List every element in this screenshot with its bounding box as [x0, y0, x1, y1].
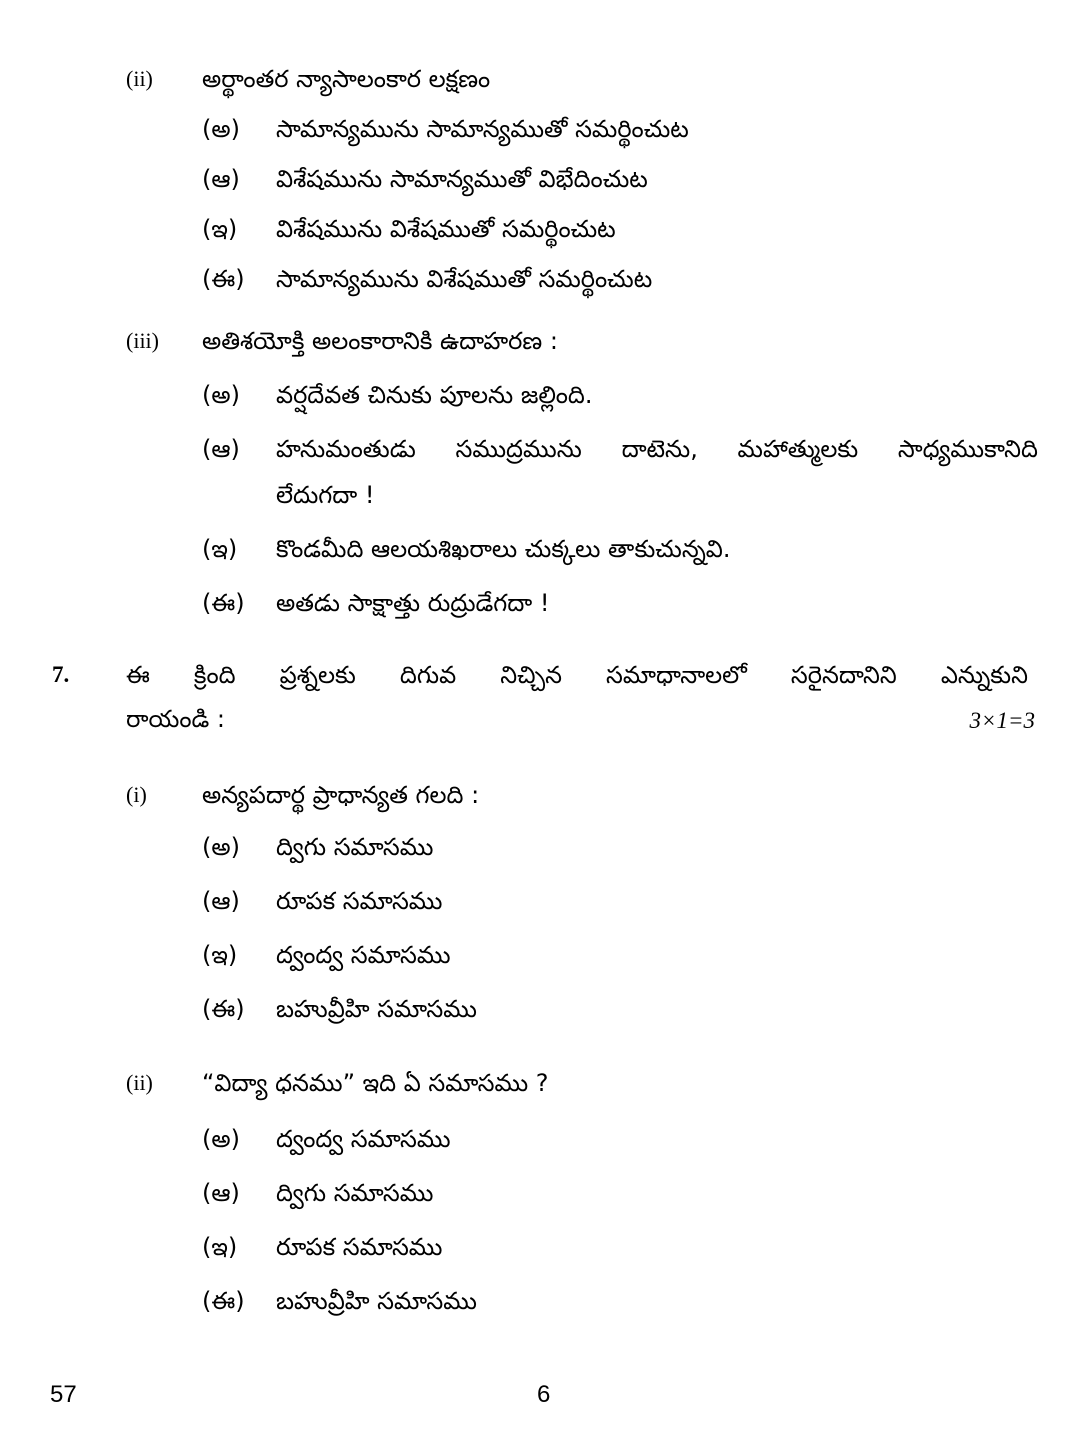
q7-ii-option-a-label: (అ) — [202, 1125, 240, 1153]
q6-sub-ii-number: (ii) — [126, 66, 153, 91]
word: ప్రశ్నలకు — [279, 661, 356, 689]
q7-instruction-line1 — [126, 660, 1028, 690]
q6-iii-option-b-label: (ఆ) — [202, 435, 240, 463]
q7-instruction-line2: రాయండి : — [126, 705, 225, 733]
q6-iii-option-b-line1 — [276, 434, 1038, 464]
q7-i-option-a-label: (అ) — [202, 833, 240, 861]
q6-iii-option-d-label: (ఈ) — [202, 589, 245, 617]
q6-iii-option-d-text: అతడు సాక్షాత్తు రుద్రుడేగదా ! — [276, 589, 550, 617]
word: నిచ్చిన — [500, 661, 562, 689]
q7-i-option-c-label: (ఇ) — [202, 941, 238, 969]
q7-sub-i-text: అన్యపదార్థ ప్రాధాన్యత గలది : — [202, 781, 480, 809]
q6-iii-option-a-label: (అ) — [202, 381, 240, 409]
word: సరైనదానిని — [790, 661, 897, 689]
q6-iii-option-c-text: కొండమీది ఆలయశిఖరాలు చుక్కలు తాకుచున్నవి. — [276, 535, 731, 563]
word: మహాత్ములకు — [737, 435, 859, 463]
q6-ii-option-d-label: (ఈ) — [202, 265, 245, 293]
word: ఈ — [126, 661, 150, 689]
q7-i-option-d-text: బహువ్రీహి సమాసము — [276, 995, 477, 1023]
q6-iii-option-a-text: వర్షదేవత చినుకు పూలను జల్లింది. — [276, 381, 593, 409]
q6-ii-option-d-text: సామాన్యమును విశేషముతో సమర్థించుట — [276, 265, 653, 293]
q7-ii-option-a-text: ద్వంద్వ సమాసము — [276, 1125, 451, 1153]
paper-code: 57 — [50, 1381, 77, 1408]
q7-ii-option-b-label: (ఆ) — [202, 1179, 240, 1207]
q7-marks: 3×1=3 — [969, 708, 1035, 733]
q7-sub-ii-text: “విద్యా ధనము” ఇది ఏ సమాసము ? — [202, 1069, 549, 1097]
q7-i-option-a-text: ద్విగు సమాసము — [276, 833, 434, 861]
word: సమాధానాలలో — [606, 661, 747, 689]
word: దాటెను, — [621, 435, 698, 463]
word: ఎన్నుకుని — [940, 661, 1028, 689]
q7-sub-ii-number: (ii) — [126, 1070, 153, 1095]
q6-ii-option-a-text: సామాన్యమును సామాన్యముతో సమర్థించుట — [276, 115, 689, 143]
word: సముద్రమును — [455, 435, 582, 463]
q7-i-option-b-label: (ఆ) — [202, 887, 240, 915]
q6-iii-option-c-label: (ఇ) — [202, 535, 238, 563]
word: క్రింది — [193, 661, 236, 689]
q7-ii-option-d-text: బహువ్రీహి సమాసము — [276, 1287, 477, 1315]
q7-ii-option-b-text: ద్విగు సమాసము — [276, 1179, 434, 1207]
q6-iii-option-b-line2: లేదుగదా ! — [276, 481, 375, 509]
q6-ii-option-c-text: విశేషమును విశేషముతో సమర్థించుట — [276, 215, 616, 243]
q7-ii-option-d-label: (ఈ) — [202, 1287, 245, 1315]
q7-ii-option-c-label: (ఇ) — [202, 1233, 238, 1261]
q6-ii-option-b-label: (ఆ) — [202, 165, 240, 193]
q7-ii-option-c-text: రూపక సమాసము — [276, 1233, 443, 1261]
q6-ii-option-b-text: విశేషమును సామాన్యముతో విభేదించుట — [276, 165, 648, 193]
q7-number: 7. — [52, 662, 70, 687]
q7-i-option-b-text: రూపక సమాసము — [276, 887, 443, 915]
q6-sub-iii-text: అతిశయోక్తి అలంకారానికి ఉదాహరణ : — [202, 327, 558, 355]
q7-i-option-d-label: (ఈ) — [202, 995, 245, 1023]
page-number: 6 — [537, 1381, 551, 1408]
q7-i-option-c-text: ద్వంద్వ సమాసము — [276, 941, 451, 969]
q6-sub-ii-text: అర్థాంతర న్యాసాలంకార లక్షణం — [202, 65, 491, 93]
q6-ii-option-c-label: (ఇ) — [202, 215, 238, 243]
q7-sub-i-number: (i) — [126, 782, 147, 807]
word: హనుమంతుడు — [276, 435, 416, 463]
word: దిగువ — [399, 661, 457, 689]
q6-sub-iii-number: (iii) — [126, 328, 159, 353]
q6-ii-option-a-label: (అ) — [202, 115, 240, 143]
word: సాధ్యముకానిది — [897, 435, 1038, 463]
